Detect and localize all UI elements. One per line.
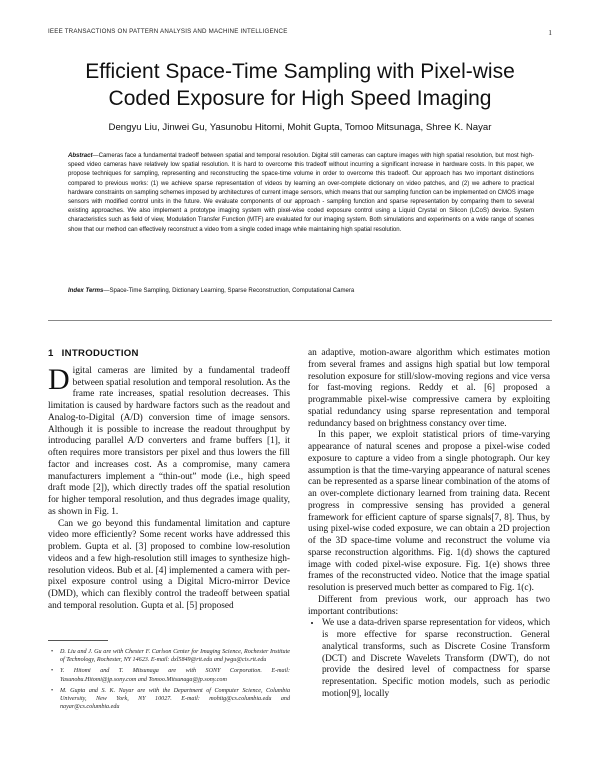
- index-terms: [68, 287, 534, 296]
- contribution-list: [308, 618, 550, 700]
- intro-paragraph-1-text: igital cameras are limited by a fundamental tradeoff between spatial resolution and temporal resolution. As the frame rate increases, spatial resolution decreases. This limitation is caused by hardware factors such as the readout and Analog-to-Digital (A/D) conversion time of image sensors. Although it is possible to increase the readout throughput by introducing parallel A/D converters and frame buffers [1], it often requires more transistors per pixel and thus lowers the fill factor and increases cost. As a compromise, many camera manufacturers implement a “thin-out” mode (i.e., high speed draft mode [2]), which directly trades off the spatial resolution for higher temporal resolution, and thus degrades image quality, as shown in Fig. 1.: [48, 365, 290, 517]
- abstract: [68, 152, 534, 235]
- left-column: [48, 348, 290, 613]
- index-terms-text: —Space-Time Sampling, Dictionary Learning, Sparse Reconstruction, Computational Camera: [103, 288, 355, 294]
- title-line-1: Efficient Space-Time Sampling with Pixel-wise: [85, 60, 515, 83]
- footnote-item: • M. Gupta and S. K. Nayar are with the Department of Computer Science, Columbia University, New York, NY 10027. E-mail: mohitg@cs.columbia.edu and nayar@cs.columbia.edu: [60, 687, 290, 712]
- contribution-item: • We use a data-driven sparse representation for videos, which is more effective for sparse reconstruction. General analytical transforms, such as Discrete Cosine Transform (DCT) and Discrete Wavelets Transform (DWT), do not provide the desired level of compactness for sparse representation. Specific motion models, such as periodic motion[9], locally: [322, 618, 550, 700]
- section-heading: [48, 348, 290, 360]
- running-head: IEEE TRANSACTIONS ON PATTERN ANALYSIS AND MACHINE INTELLIGENCE: [48, 28, 288, 35]
- paper-title: [40, 58, 560, 112]
- title-line-2: Coded Exposure for High Speed Imaging: [108, 87, 492, 110]
- section-number: 1: [48, 348, 54, 359]
- intro-paragraph-1: [48, 362, 290, 519]
- footnote-item: • Y. Hitomi and T. Mitsunaga are with SONY Corporation. E-mail: Yasunobu.Hitomi@jp.sony.com and Tomoo.Mitsunaga@jp.sony.com: [60, 667, 290, 683]
- intro-paragraph-4: In this paper, we exploit statistical priors of time-varying appearance of natural scenes and propose a pixel-wise coded exposure to capture a video from a single photograph. Our key assumption is that the time-varying appearance of natural scenes can be represented as a sparse linear combination of the atoms of an over-complete dictionary learned from training data. Recent progress in compressive sensing has provided a general framework for efficient capture of sparse signals[7, 8]. Thus, by using pixel-wise coded exposure, we can obtain a 2D projection of the 3D space-time volume and reconstruct the volume via sparse reconstruction algorithms. Fig. 1(d) shows the captured image with coded pixel-wise exposure. Fig. 1(e) shows three frames of the reconstructed video. Notice that the image spatial resolution is preserved much better as compared to Fig. 1(c).: [308, 430, 550, 593]
- page-number: 1: [548, 28, 552, 37]
- drop-cap: D: [48, 362, 70, 396]
- intro-paragraph-5: Different from previous work, our approach has two important contributions:: [308, 594, 550, 617]
- header-divider: [48, 320, 552, 321]
- index-terms-label: Index Terms: [68, 288, 104, 294]
- author-list: Dengyu Liu, Jinwei Gu, Yasunobu Hitomi, Mohit Gupta, Tomoo Mitsunaga, Shree K. Nayar: [108, 122, 492, 133]
- footnote-item: • D. Liu and J. Gu are with Chester F. Carlson Center for Imaging Science, Rochester Institute of Technology, Rochester, NY 14623. E-mail: dxl5849@rit.edu and jwgu@cis.rit.edu: [60, 648, 290, 664]
- section-title: INTRODUCTION: [61, 348, 139, 359]
- author-footnotes: [48, 648, 290, 714]
- abstract-text: —Cameras face a fundamental tradeoff between spatial and temporal resolution. Digital still cameras can capture images with high spatial resolution, but most high-speed video cameras have relatively low spatial resolution. It is hard to overcome this tradeoff without incurring a significant increase in hardware costs. In this paper, we propose techniques for sampling, representing and reconstructing the space-time volume in order to overcome this tradeoff. Our approach has two important distinctions compared to previous works: (1) we achieve sparse representation of videos by learning an over-complete dictionary on video patches, and (2) we adhere to practical hardware constraints on sampling schemes imposed by architectures of current image sensors, which means that our sampling function can be implemented on CMOS image sensors with modified control units in the future. We evaluate components of our approach - sampling function and sparse representation by comparing them to several existing approaches. We also implement a prototype imaging system with pixel-wise coded exposure control using a Liquid Crystal on Silicon (LCoS) device. System characteristics such as field of view, Modulation Transfer Function (MTF) are evaluated for our imaging system. Both simulations and experiments on a wide range of scenes show that our method can effectively reconstruct a video from a single coded image while maintaining high spatial resolution.: [68, 153, 534, 233]
- intro-paragraph-2: Can we go beyond this fundamental limitation and capture video more efficiently? Some recent works have addressed this problem. Gupta et al. [3] proposed to combine low-resolution videos and a few high-resolution still images to synthesize high-resolution videos. Bub et al. [4] implemented a camera with per-pixel exposure control using a Digital Micro-mirror Device (DMD), which can flexibly control the tradeoff between spatial and temporal resolution. Gupta et al. [5] proposed: [48, 518, 290, 611]
- right-column: [308, 348, 550, 701]
- footnote-divider: [48, 640, 108, 641]
- abstract-label: Abstract: [68, 153, 93, 159]
- intro-paragraph-3: an adaptive, motion-aware algorithm which estimates motion from several frames and assigns high spatial but low temporal resolution exposure for still/slow-moving regions and vice versa for fast-moving regions. Reddy et al. [6] proposed a programmable pixel-wise compressive camera by exploiting spatial redundancy using sparse representation and temporal redundancy based on brightness constancy over time.: [308, 348, 550, 429]
